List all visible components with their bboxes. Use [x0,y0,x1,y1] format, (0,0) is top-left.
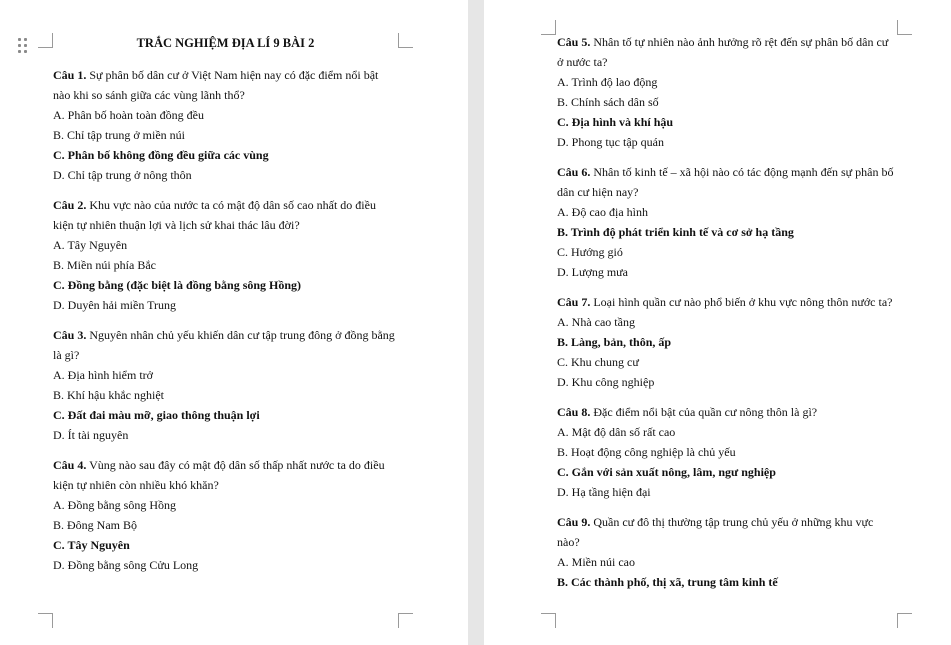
answer-option: D. Ít tài nguyên [53,428,129,442]
answer-option: A. Độ cao địa hình [557,205,648,219]
answer-option: C. Khu chung cư [557,355,639,369]
answer-option: D. Đồng bằng sông Cửu Long [53,558,199,572]
table-move-handle-icon[interactable] [18,38,28,54]
question-text: Nhân tố kinh tế – xã hội nào có tác động mạnh đến sự phân bố dân cư hiện nay? [557,165,894,199]
margin-corner-bottom-left [541,613,556,628]
answer-option: A. Phân bố hoàn toàn đồng đều [53,108,204,122]
question-label: Câu 9. [557,515,591,529]
margin-corner-top-right [897,20,912,35]
answer-option: D. Hạ tầng hiện đại [557,485,651,499]
question-1 [53,65,398,185]
answer-option-correct: C. Phân bố không đồng đều giữa các vùng [53,148,269,162]
answer-option: B. Đông Nam Bộ [53,518,137,532]
question-text: Sự phân bố dân cư ở Việt Nam hiện nay có đặc điểm nổi bật nào khi so sánh giữa các vùng lãnh thổ? [53,68,379,102]
answer-option-correct: B. Các thành phố, thị xã, trung tâm kinh tế [557,575,778,589]
margin-corner-bottom-left [38,613,53,628]
answer-option: A. Đồng bằng sông Hồng [53,498,176,512]
answer-option: A. Trình độ lao động [557,75,658,89]
question-3 [53,325,398,445]
answer-option: A. Nhà cao tầng [557,315,635,329]
question-text: Nhân tố tự nhiên nào ảnh hưởng rõ rệt đến sự phân bố dân cư ở nước ta? [557,35,889,69]
question-label: Câu 4. [53,458,87,472]
question-7 [557,292,897,392]
margin-corner-top-left [541,20,556,35]
answer-option-correct: C. Đồng bằng (đặc biệt là đồng bằng sông Hồng) [53,278,302,292]
answer-option: B. Chính sách dân số [557,95,659,109]
answer-option: D. Phong tục tập quán [557,135,664,149]
answer-option: C. Hướng gió [557,245,623,259]
question-9 [557,512,897,592]
answer-option: D. Chỉ tập trung ở nông thôn [53,168,192,182]
question-text: Khu vực nào của nước ta có mật độ dân số cao nhất do điều kiện tự nhiên thuận lợi và lịch sử khai thác lâu đời? [53,198,376,232]
margin-corner-bottom-right [398,613,413,628]
answer-option: D. Duyên hải miền Trung [53,298,176,312]
answer-option: A. Miền núi cao [557,555,635,569]
question-label: Câu 2. [53,198,87,212]
question-label: Câu 5. [557,35,591,49]
question-text: Loại hình quần cư nào phổ biến ở khu vực nông thôn nước ta? [590,295,893,309]
answer-option: A. Địa hình hiểm trở [53,368,153,382]
answer-option-correct: C. Gắn với sản xuất nông, lâm, ngư nghiệp [557,465,776,479]
question-label: Câu 6. [557,165,591,179]
question-text: Quần cư đô thị thường tập trung chủ yếu ở những khu vực nào? [557,515,874,549]
margin-corner-bottom-right [897,613,912,628]
answer-option: D. Khu công nghiệp [557,375,655,389]
answer-option: B. Hoạt động công nghiệp là chủ yếu [557,445,736,459]
question-text: Đặc điểm nổi bật của quần cư nông thôn là gì? [590,405,818,419]
answer-option-correct: C. Tây Nguyên [53,538,130,552]
question-6 [557,162,897,282]
answer-option: B. Chỉ tập trung ở miền núi [53,128,186,142]
question-label: Câu 7. [557,295,591,309]
question-text: Nguyên nhân chủ yếu khiến dân cư tập trung đông ở đồng bằng là gì? [53,328,395,362]
margin-corner-top-left [38,33,53,48]
question-5 [557,32,897,152]
question-text: Vùng nào sau đây có mật độ dân số thấp nhất nước ta do điều kiện tự nhiên còn nhiều khó khăn? [53,458,385,492]
answer-option-correct: C. Địa hình và khí hậu [557,115,674,129]
question-2 [53,195,398,315]
question-4 [53,455,398,575]
left-text-column[interactable] [53,32,398,585]
answer-option: A. Mật độ dân số rất cao [557,425,676,439]
answer-option-correct: B. Trình độ phát triển kinh tế và cơ sở hạ tầng [557,225,794,239]
document-page-left [0,0,468,645]
document-title: TRẮC NGHIỆM ĐỊA LÍ 9 BÀI 2 [136,36,315,50]
margin-corner-top-right [398,33,413,48]
answer-option: B. Miền núi phía Bắc [53,258,156,272]
answer-option: B. Khí hậu khắc nghiệt [53,388,164,402]
question-label: Câu 1. [53,68,87,82]
answer-option-correct: C. Đất đai màu mỡ, giao thông thuận lợi [53,408,260,422]
answer-option: D. Lượng mưa [557,265,629,279]
answer-option: A. Tây Nguyên [53,238,128,252]
question-label: Câu 3. [53,328,87,342]
right-text-column[interactable] [557,32,897,602]
question-8 [557,402,897,502]
answer-option-correct: B. Làng, bản, thôn, ấp [557,335,672,349]
question-label: Câu 8. [557,405,591,419]
